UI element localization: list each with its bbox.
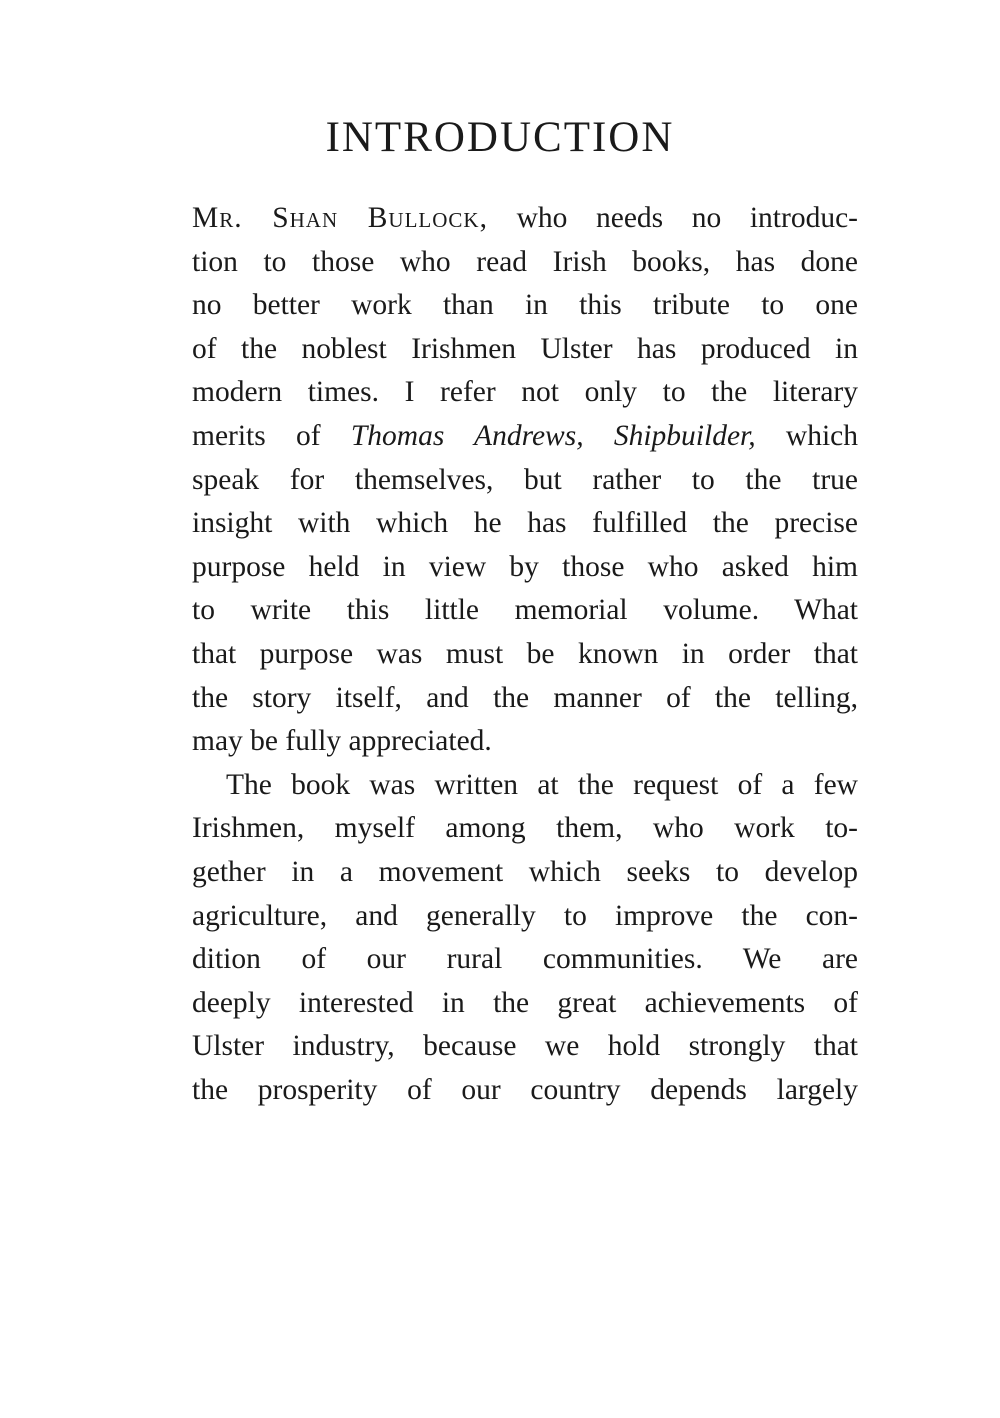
paragraph-line: modern times. I refer not only to the literary (192, 376, 858, 409)
paragraph-line: speak for themselves, but rather to the true (192, 463, 858, 496)
page-title: INTRODUCTION (325, 114, 675, 161)
paragraph-line: the story itself, and the manner of the telling, (192, 681, 858, 714)
paragraph-line: Mr. Shan Bullock, who needs no introduc- (192, 202, 858, 234)
author-name: Mr. Shan Bullock, (192, 202, 488, 234)
paragraph-line: dition of our rural communities. We are (192, 943, 858, 976)
paragraph-line: Irishmen, myself among them, who work to- (192, 812, 858, 845)
paragraph-line: merits of Thomas Andrews, Shipbuilder, which (192, 419, 859, 452)
paragraph-line: gether in a movement which seeks to develop (192, 855, 858, 888)
paragraph-line: insight with which he has fulfilled the precise (192, 507, 858, 540)
paragraph-line: may be fully appreciated. (192, 725, 492, 758)
paragraph-line: that purpose was must be known in order that (192, 637, 858, 670)
paragraph-line: deeply interested in the great achievements of (192, 986, 858, 1019)
paragraph-line: to write this little memorial volume. What (192, 594, 858, 627)
introduction-body (192, 197, 858, 1112)
book-title: Thomas Andrews, Shipbuilder, (350, 419, 756, 452)
paragraph-line: no better work than in this tribute to one (192, 289, 858, 322)
paragraph-line: tion to those who read Irish books, has done (192, 245, 858, 278)
paragraph-line: agriculture, and generally to improve the con- (192, 899, 858, 932)
paragraph-line: purpose held in view by those who asked him (192, 550, 858, 583)
paragraph-line: Ulster industry, because we hold strongly that (192, 1030, 858, 1063)
paragraph-line: the prosperity of our country depends largely (192, 1073, 858, 1106)
paragraph-line: The book was written at the request of a few (226, 768, 858, 801)
paragraph-line: of the noblest Irishmen Ulster has produced in (192, 332, 858, 365)
